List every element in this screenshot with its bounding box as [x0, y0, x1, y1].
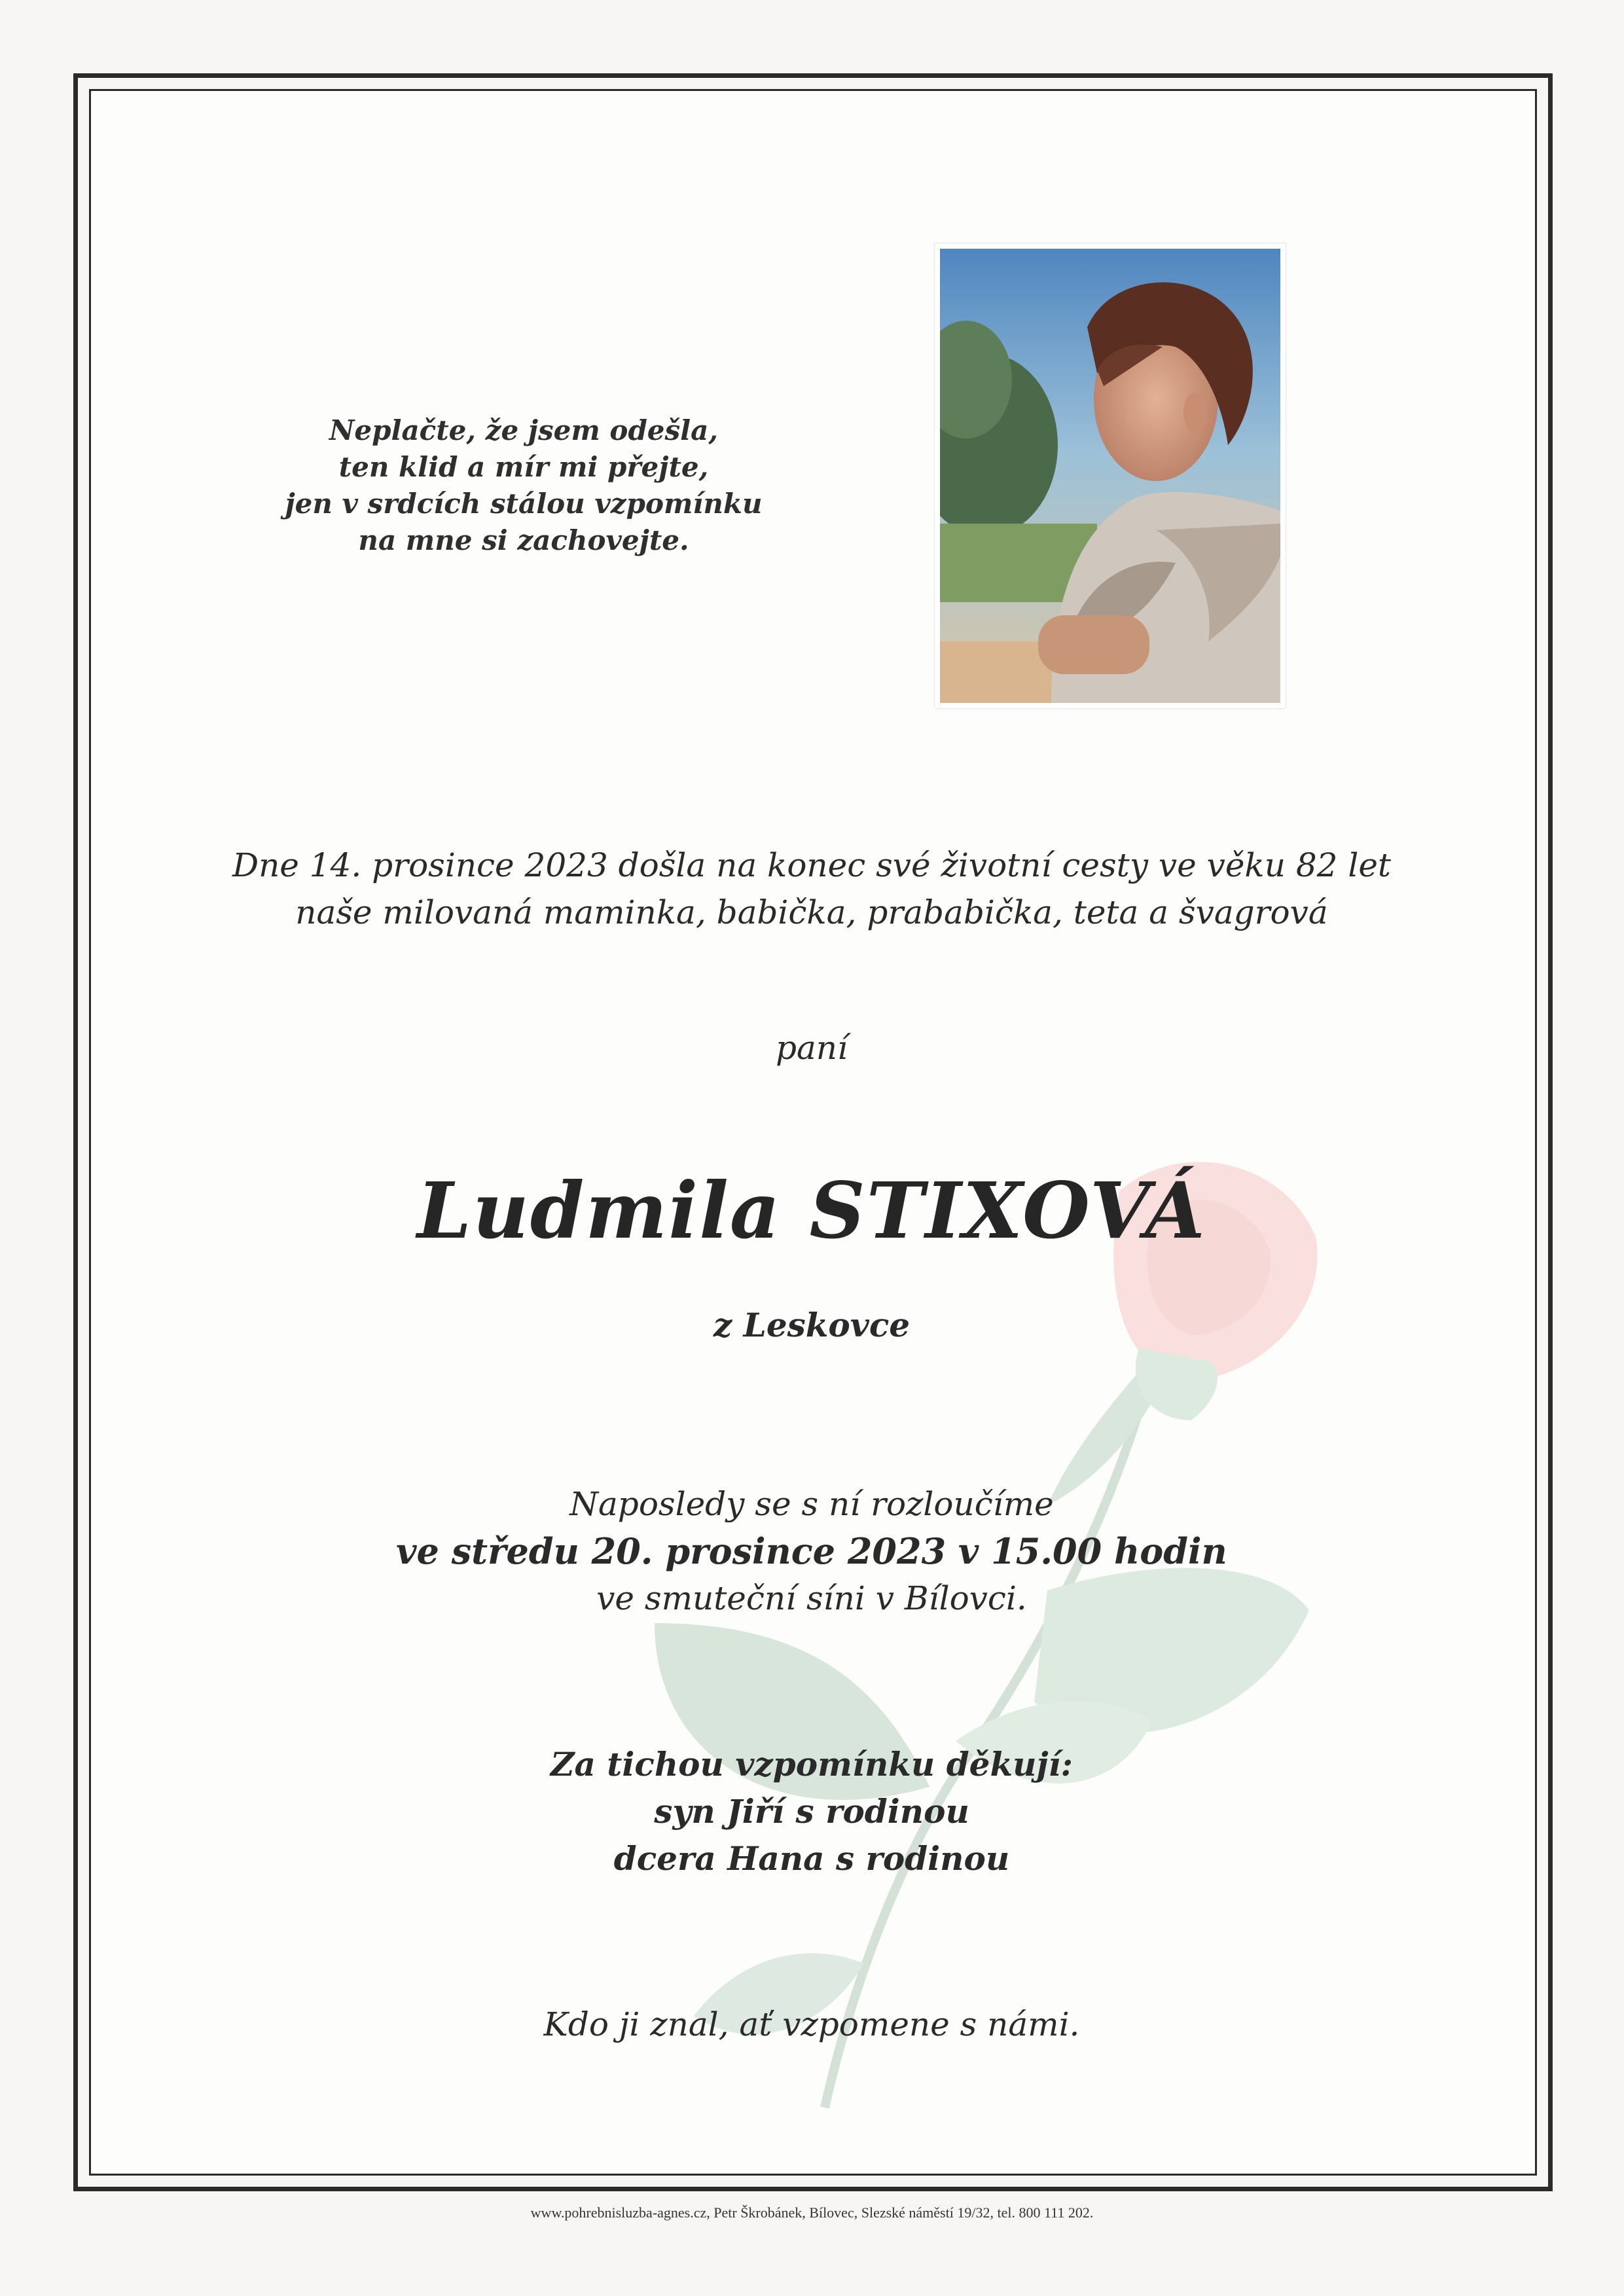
farewell-intro: Naposledy se s ní rozloučíme — [569, 1485, 1054, 1523]
deceased-name: Ludmila STIXOVÁ — [417, 1165, 1206, 1256]
memorial-verse — [275, 412, 772, 559]
honorific: paní — [775, 1029, 848, 1067]
rose-illustration — [458, 1113, 1440, 2134]
verse-line: Neplačte, že jsem odešla, — [329, 414, 718, 446]
verse-line: jen v srdcích stálou vzpomínku — [285, 488, 763, 520]
verse-line: ten klid a mír mi přejte, — [338, 451, 709, 483]
mourner: dcera Hana s rodinou — [613, 1839, 1010, 1878]
closing-line: Kdo ji znal, ať vzpomene s námi. — [543, 2005, 1080, 2043]
funeral-details — [196, 1480, 1427, 1622]
funeral-service-footer: www.pohrebnisluzba-agnes.cz, Petr Škrobánek, Bílovec, Slezské náměstí 19/32, tel. 800 111 202. — [530, 2204, 1094, 2221]
portrait-photo — [935, 243, 1286, 708]
announcement-line: naše milovaná maminka, babička, prababička, teta a švagrová — [295, 893, 1328, 931]
mourner: syn Jiří s rodinou — [654, 1792, 969, 1831]
thanks-section — [196, 1741, 1427, 1882]
portrait-image — [940, 249, 1280, 703]
death-announcement — [196, 842, 1427, 936]
thanks-heading: Za tichou vzpomínku děkují: — [550, 1745, 1074, 1784]
deceased-origin: z Leskovce — [713, 1306, 911, 1344]
funeral-date-time: ve středu 20. prosince 2023 v 15.00 hodin — [396, 1530, 1227, 1572]
verse-line: na mne si zachovejte. — [358, 524, 689, 556]
funeral-location: ve smuteční síni v Bílovci. — [596, 1579, 1027, 1617]
announcement-line: Dne 14. prosince 2023 došla na konec své životní cesty ve věku 82 let — [232, 846, 1392, 884]
